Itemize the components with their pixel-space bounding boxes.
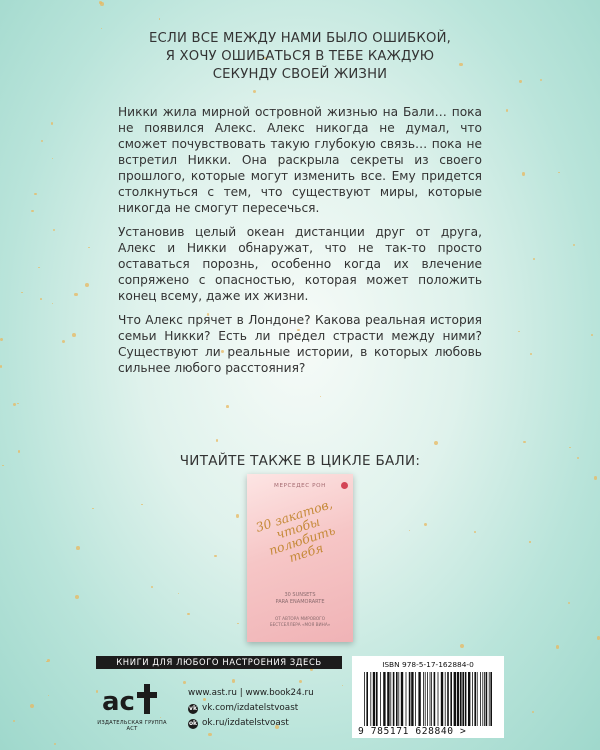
barcode-panel xyxy=(352,656,504,738)
isbn-text: ISBN 978-5-17-162884-0 xyxy=(382,660,474,669)
barcode-bar xyxy=(411,672,413,726)
gold-speck xyxy=(573,244,575,246)
related-book-tagline-line-1: ОТ АВТОРА МИРОВОГО xyxy=(274,616,326,621)
blurb-paragraph-1: Никки жила мирной островной жизнью на Бали… пока не появился Алекс. Алекс никогда не думал, что сможет почувствовать такую глубокую связь… пока не встретил Никки. Она раскрыла секреты из своего прошлого, которые могут изменить все. Ему придется столкнуться с тем, что существуют миры, которые никогда не смогут пересечься. xyxy=(118,105,482,215)
gold-speck xyxy=(151,586,153,588)
heading-line-2: Я ХОЧУ ОШИБАТЬСЯ В ТЕБЕ КАЖДУЮ xyxy=(165,49,435,64)
gold-speck xyxy=(506,109,508,111)
gold-speck xyxy=(591,334,593,336)
cover-heading xyxy=(100,30,500,84)
publisher-links xyxy=(188,686,314,731)
gold-speck xyxy=(299,680,302,683)
barcode-bar xyxy=(380,672,381,726)
gold-speck xyxy=(38,267,40,269)
barcode-bar xyxy=(454,672,456,726)
gold-speck xyxy=(178,593,179,594)
blurb xyxy=(118,104,482,384)
gold-speck xyxy=(0,338,3,341)
barcode-bar xyxy=(447,672,449,726)
gold-speck xyxy=(51,122,53,124)
barcode-bar xyxy=(489,672,490,726)
barcode-bar xyxy=(477,672,478,726)
gold-speck xyxy=(236,514,239,517)
vk-row xyxy=(188,701,314,716)
barcode-bar xyxy=(406,672,407,726)
barcode-digits: 9 785171 628840 > xyxy=(358,726,467,737)
barcode-bar xyxy=(427,672,428,726)
barcode-bar xyxy=(441,672,443,726)
publisher-slogan: КНИГИ ДЛЯ ЛЮБОГО НАСТРОЕНИЯ ЗДЕСЬ xyxy=(96,656,342,669)
gold-speck xyxy=(434,441,438,445)
barcode-bar xyxy=(431,672,432,726)
gold-speck xyxy=(532,711,534,713)
vk-icon: vk xyxy=(189,704,197,712)
gold-speck xyxy=(159,18,160,19)
heading-line-1: ЕСЛИ ВСЕ МЕЖДУ НАМИ БЫЛО ОШИБКОЙ, xyxy=(148,31,452,46)
gold-speck xyxy=(183,681,186,684)
gold-speck xyxy=(540,79,542,81)
barcode-bar xyxy=(465,672,467,726)
barcode-bar xyxy=(457,672,459,726)
svg-text:ас: ас xyxy=(102,687,135,717)
barcode-bar xyxy=(387,672,389,726)
heading-line-3: СЕКУНДУ СВОЕЙ ЖИЗНИ xyxy=(212,67,388,82)
gold-speck xyxy=(48,695,50,697)
website-row xyxy=(188,686,314,701)
gold-speck xyxy=(52,158,53,159)
barcode-icon xyxy=(364,672,494,726)
gold-speck xyxy=(30,704,34,708)
barcode-bar xyxy=(474,672,476,726)
gold-speck xyxy=(0,365,2,367)
barcode-bar xyxy=(415,672,416,726)
ok-row xyxy=(188,716,314,731)
gold-speck xyxy=(208,733,211,736)
barcode-bar xyxy=(490,672,492,726)
gold-speck xyxy=(92,508,94,510)
gold-speck xyxy=(253,90,256,93)
website-links[interactable]: www.ast.ru | www.book24.ru xyxy=(188,688,314,698)
gold-speck xyxy=(342,685,343,686)
barcode-bar xyxy=(430,672,431,726)
related-book-author: МЕРСЕДЕС РОН xyxy=(274,483,326,489)
gold-speck xyxy=(52,303,53,304)
vk-link[interactable]: vk.com/izdatelstvoast xyxy=(202,703,299,713)
gold-speck xyxy=(556,645,559,648)
barcode-bar xyxy=(373,672,375,726)
barcode-bar xyxy=(376,672,378,726)
related-book-tagline xyxy=(247,616,353,628)
gold-speck xyxy=(76,546,80,550)
publisher-logo xyxy=(96,680,168,730)
barcode-bar xyxy=(450,672,452,726)
gold-speck xyxy=(88,247,89,248)
barcode-bar xyxy=(364,672,365,726)
barcode-bar xyxy=(398,672,399,726)
ok-link[interactable]: ok.ru/izdatelstvoast xyxy=(202,718,289,728)
gold-speck xyxy=(320,396,321,397)
gold-speck xyxy=(100,2,104,6)
gold-speck xyxy=(523,441,525,443)
gold-speck xyxy=(46,661,47,662)
ok-icon: ok xyxy=(188,719,198,727)
gold-speck xyxy=(187,613,189,615)
barcode-bar xyxy=(438,672,439,726)
barcode-bar xyxy=(390,672,391,726)
barcode-bar xyxy=(472,672,473,726)
gold-speck xyxy=(31,210,33,212)
related-book-cover xyxy=(247,474,353,642)
gold-speck xyxy=(518,331,519,332)
gold-speck xyxy=(141,504,142,505)
barcode-bar xyxy=(366,672,368,726)
barcode-bar xyxy=(425,672,426,726)
gold-speck xyxy=(569,447,570,448)
gold-speck xyxy=(568,602,570,604)
gold-speck xyxy=(424,523,427,526)
gold-speck xyxy=(519,80,521,82)
gold-speck xyxy=(533,258,535,260)
related-book-tagline-line-2: БЕСТСЕЛЛЕРА «МОЯ ВИНА» xyxy=(269,622,331,627)
related-book-subtitle-line-1: 30 SUNSETS xyxy=(284,592,316,598)
gold-speck xyxy=(530,353,532,355)
barcode-bar xyxy=(434,672,436,726)
gold-speck xyxy=(232,679,235,682)
gold-speck xyxy=(75,595,79,599)
barcode-bar xyxy=(370,672,371,726)
gold-speck xyxy=(13,403,16,406)
gold-speck xyxy=(54,743,56,745)
publisher-caption: ИЗДАТЕЛЬСКАЯ ГРУППА АСТ xyxy=(97,720,167,732)
gold-speck xyxy=(216,439,218,441)
gold-speck xyxy=(522,172,525,175)
barcode-bar xyxy=(423,672,424,726)
gold-speck xyxy=(226,405,229,408)
gold-speck xyxy=(594,476,597,479)
blurb-paragraph-2: Установив целый океан дистанции друг от друга, Алекс и Никки обнаружат, что не так-то просто оставаться порознь, особенно когда их влечение сопряжено с опасностью, которая может положить конец всему, даже их жизни. xyxy=(118,225,482,303)
barcode-bar xyxy=(418,672,420,726)
barcode-bar xyxy=(482,672,483,726)
gold-speck xyxy=(47,659,50,662)
gold-speck xyxy=(41,140,43,142)
barcode-bar xyxy=(401,672,403,726)
gold-speck xyxy=(237,623,239,625)
gold-speck xyxy=(62,340,65,343)
barcode-bar xyxy=(480,672,481,726)
gold-speck xyxy=(460,644,464,648)
barcode-bar xyxy=(445,672,446,726)
gold-speck xyxy=(214,555,216,557)
barcode-bar xyxy=(409,672,411,726)
barcode-bar xyxy=(462,672,464,726)
gold-speck xyxy=(17,403,19,405)
gold-speck xyxy=(34,193,36,195)
related-book-title: 30 закатов, чтобы полюбить тебя xyxy=(253,496,338,566)
gold-speck xyxy=(74,293,77,296)
gold-speck xyxy=(13,720,16,723)
gold-speck xyxy=(558,172,560,174)
related-book-subtitle-line-2: PARA ENAMORARTE xyxy=(275,599,325,605)
gold-speck xyxy=(21,292,23,294)
barcode-bar xyxy=(484,672,485,726)
barcode-bar xyxy=(393,672,395,726)
gold-speck xyxy=(53,229,55,231)
barcode-bar xyxy=(460,672,462,726)
related-book-subtitle xyxy=(247,592,353,606)
heart-icon xyxy=(341,482,348,489)
also-read-heading: ЧИТАЙТЕ ТАКЖЕ В ЦИКЛЕ БАЛИ: xyxy=(179,453,421,469)
blurb-paragraph-3: Что Алекс прячет в Лондоне? Какова реальная история семьи Никки? Есть ли предел страсти между ними? Существуют ли реальные истории, в которых любовь сильнее любого расстояния? xyxy=(118,313,482,375)
barcode-bar xyxy=(396,672,398,726)
gold-speck xyxy=(72,333,76,337)
barcode-bar xyxy=(486,672,488,726)
barcode-bar xyxy=(383,672,385,726)
gold-speck xyxy=(40,298,42,300)
gold-speck xyxy=(474,531,476,533)
barcode-bar xyxy=(468,672,470,726)
gold-speck xyxy=(85,283,89,287)
ast-logo-icon xyxy=(102,680,162,718)
gold-speck xyxy=(409,530,410,531)
gold-speck xyxy=(529,541,530,542)
